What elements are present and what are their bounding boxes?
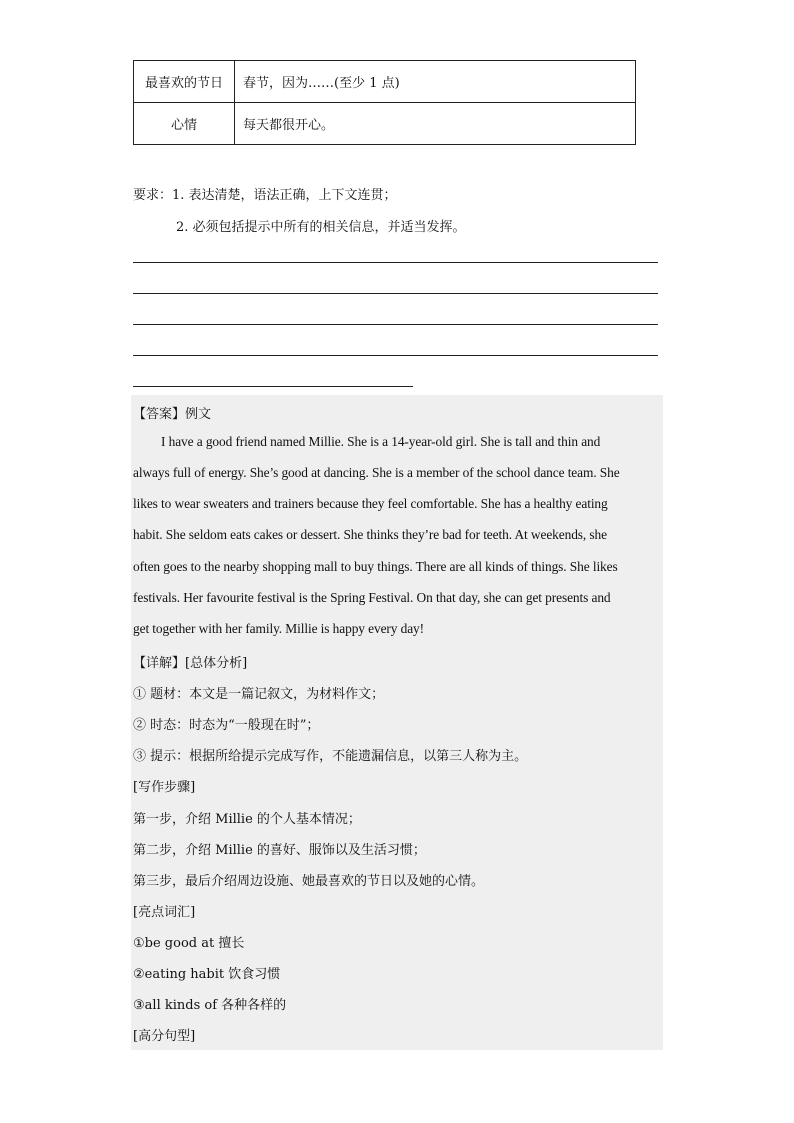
sentences-header: [高分句型] [133,1029,196,1044]
vocab-item: ③all kinds of 各种各样的 [133,998,287,1013]
table-row [134,61,636,103]
writing-line [133,324,658,325]
step-item: 第二步，介绍 Millie 的喜好、服饰以及生活习惯； [133,843,426,858]
step-item: 第一步，介绍 Millie 的个人基本情况； [133,812,361,827]
analysis-item: ② 时态：时态为“一般现在时”； [133,718,320,733]
analysis-item: ① 题材：本文是一篇记叙文，为材料作文； [133,687,385,702]
essay-line: habit. She seldom eats cakes or dessert. She thinks they’re bad for teeth. At weekends, she [133,527,607,542]
vocab-item: ①be good at 擅长 [133,936,245,951]
essay-line: get together with her family. Millie is happy every day! [133,621,425,636]
requirement-2: 2. 必须包括提示中所有的相关信息，并适当发挥。 [176,220,466,235]
table-value: 每天都很开心。 [235,103,636,145]
analysis-header: 【详解】[总体分析] [133,656,248,671]
essay-line: I have a good friend named Millie. She is a 14-year-old girl. She is tall and thin and [161,434,601,449]
writing-line [133,355,658,356]
answer-header: 【答案】例文 [133,407,212,422]
requirement-1: 要求：1. 表达清楚，语法正确，上下文连贯； [133,188,397,203]
writing-line [133,262,658,263]
table-label: 最喜欢的节日 [134,61,235,103]
writing-line [133,293,658,294]
essay-line: often goes to the nearby shopping mall to buy things. There are all kinds of things. She likes [133,559,618,574]
answer-section [131,395,663,1050]
table-label: 心情 [134,103,235,145]
analysis-item: ③ 提示：根据所给提示完成写作，不能遗漏信息，以第三人称为主。 [133,749,528,764]
vocab-item: ②eating habit 饮食习惯 [133,967,281,982]
info-table [133,60,636,145]
table-value: 春节，因为……(至少 1 点) [235,61,636,103]
steps-header: [写作步骤] [133,780,196,795]
step-item: 第三步，最后介绍周边设施、她最喜欢的节日以及她的心情。 [133,874,485,889]
vocab-header: [亮点词汇] [133,905,196,920]
writing-line [133,386,413,387]
essay-line: always full of energy. She’s good at dancing. She is a member of the school dance team. She [133,465,620,480]
essay-line: likes to wear sweaters and trainers because they feel comfortable. She has a healthy eating [133,496,608,511]
essay-line: festivals. Her favourite festival is the Spring Festival. On that day, she can get presents and [133,590,611,605]
table-row [134,103,636,145]
